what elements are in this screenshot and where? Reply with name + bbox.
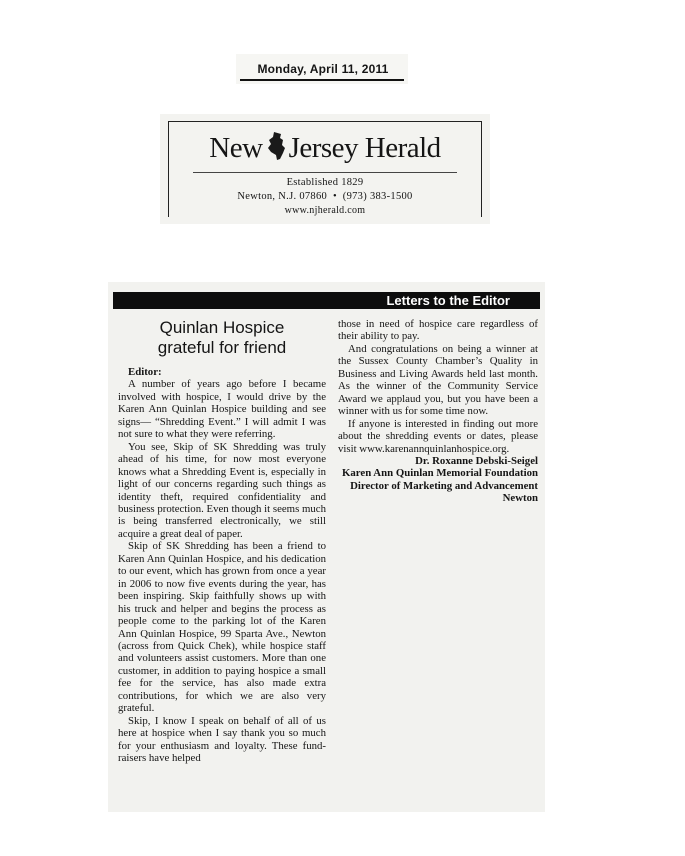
letter-headline — [118, 318, 326, 358]
phone-text: (973) 383-1500 — [342, 191, 413, 202]
established-line: Established 1829 — [286, 177, 364, 188]
letter-paragraph: If anyone is interested in finding out more about the shredding events or dates, please visit www.karenannquinlanhospice.org. — [338, 417, 538, 455]
headline-line-1: Quinlan Hospice — [159, 318, 285, 337]
new-jersey-state-icon — [266, 131, 286, 161]
section-title: Letters to the Editor — [386, 293, 510, 308]
city-text: Newton, N.J. 07860 — [237, 191, 328, 202]
section-header-bar — [113, 292, 540, 309]
bullet-separator: • — [332, 191, 337, 202]
letter-paragraph: those in need of hospice care regardless of their ability to pay. — [338, 318, 538, 343]
publication-date: Monday, April 11, 2011 — [257, 62, 389, 76]
newspaper-name-left: New — [209, 132, 263, 164]
letter-column-left — [118, 366, 326, 765]
website-text: www.njherald.com — [284, 205, 366, 216]
letter-paragraph: A number of years ago before I became involved with hospice, I would drive by the Karen Ann Quinlan Hospice building and see signs— “Shredding Event.” I will admit I was not sure to what they were referring. — [118, 378, 326, 441]
letter-paragraph: Skip of SK Shredding has been a friend to Karen Ann Quinlan Hospice, and his dedication to our event, which has grown from once a year in 2006 to now five events during the year, has been inspiring. Skip faithfully shows up with his truck and helper and begins the process as people come to the parking lot of the Karen Ann Quinlan Hospice, 99 Sparta Ave., Newton (across from Quick Chek), while hospice staff and volunteers assist customers. More than one customer, in addition to paying hospice a small fee for the service, has also made extra contributions, for which we are also very grateful. — [118, 540, 326, 715]
headline-line-2: grateful for friend — [157, 338, 287, 357]
signature-town: Newton — [502, 492, 538, 505]
salutation: Editor: — [128, 366, 162, 378]
signature-organization: Karen Ann Quinlan Memorial Foundation — [342, 467, 538, 480]
letter-paragraph: You see, Skip of SK Shredding was truly ahead of his time, for now most everyone knows what a Shredding Event is, especially in light of our concerns regarding such things as identity theft, required confidentiality and business protection. Even though it seems much is being transferred electronically, we still acquire a great deal of paper. — [118, 440, 326, 540]
signature-name: Dr. Roxanne Debski-Seigel — [415, 454, 538, 467]
letter-paragraph: And congratulations on being a winner at the Sussex County Chamber’s Quality in Business and Living Awards held last month. As the winner of the Community Service Award we applaud you, but you have been a winner with us for some time now. — [338, 342, 538, 418]
signature-title: Director of Marketing and Advancement — [350, 479, 538, 492]
newspaper-name — [169, 131, 481, 165]
letter-paragraph: Skip, I know I speak on behalf of all of us here at hospice when I say thank you so much for your enthusiasm and loyalty. These fund-raisers have helped — [118, 714, 326, 765]
newspaper-name-right: Jersey Herald — [288, 132, 441, 164]
masthead-rule — [193, 172, 457, 173]
address-line — [169, 191, 481, 202]
date-underline — [240, 79, 404, 81]
newspaper-masthead — [168, 121, 482, 217]
letter-column-right — [338, 318, 538, 505]
